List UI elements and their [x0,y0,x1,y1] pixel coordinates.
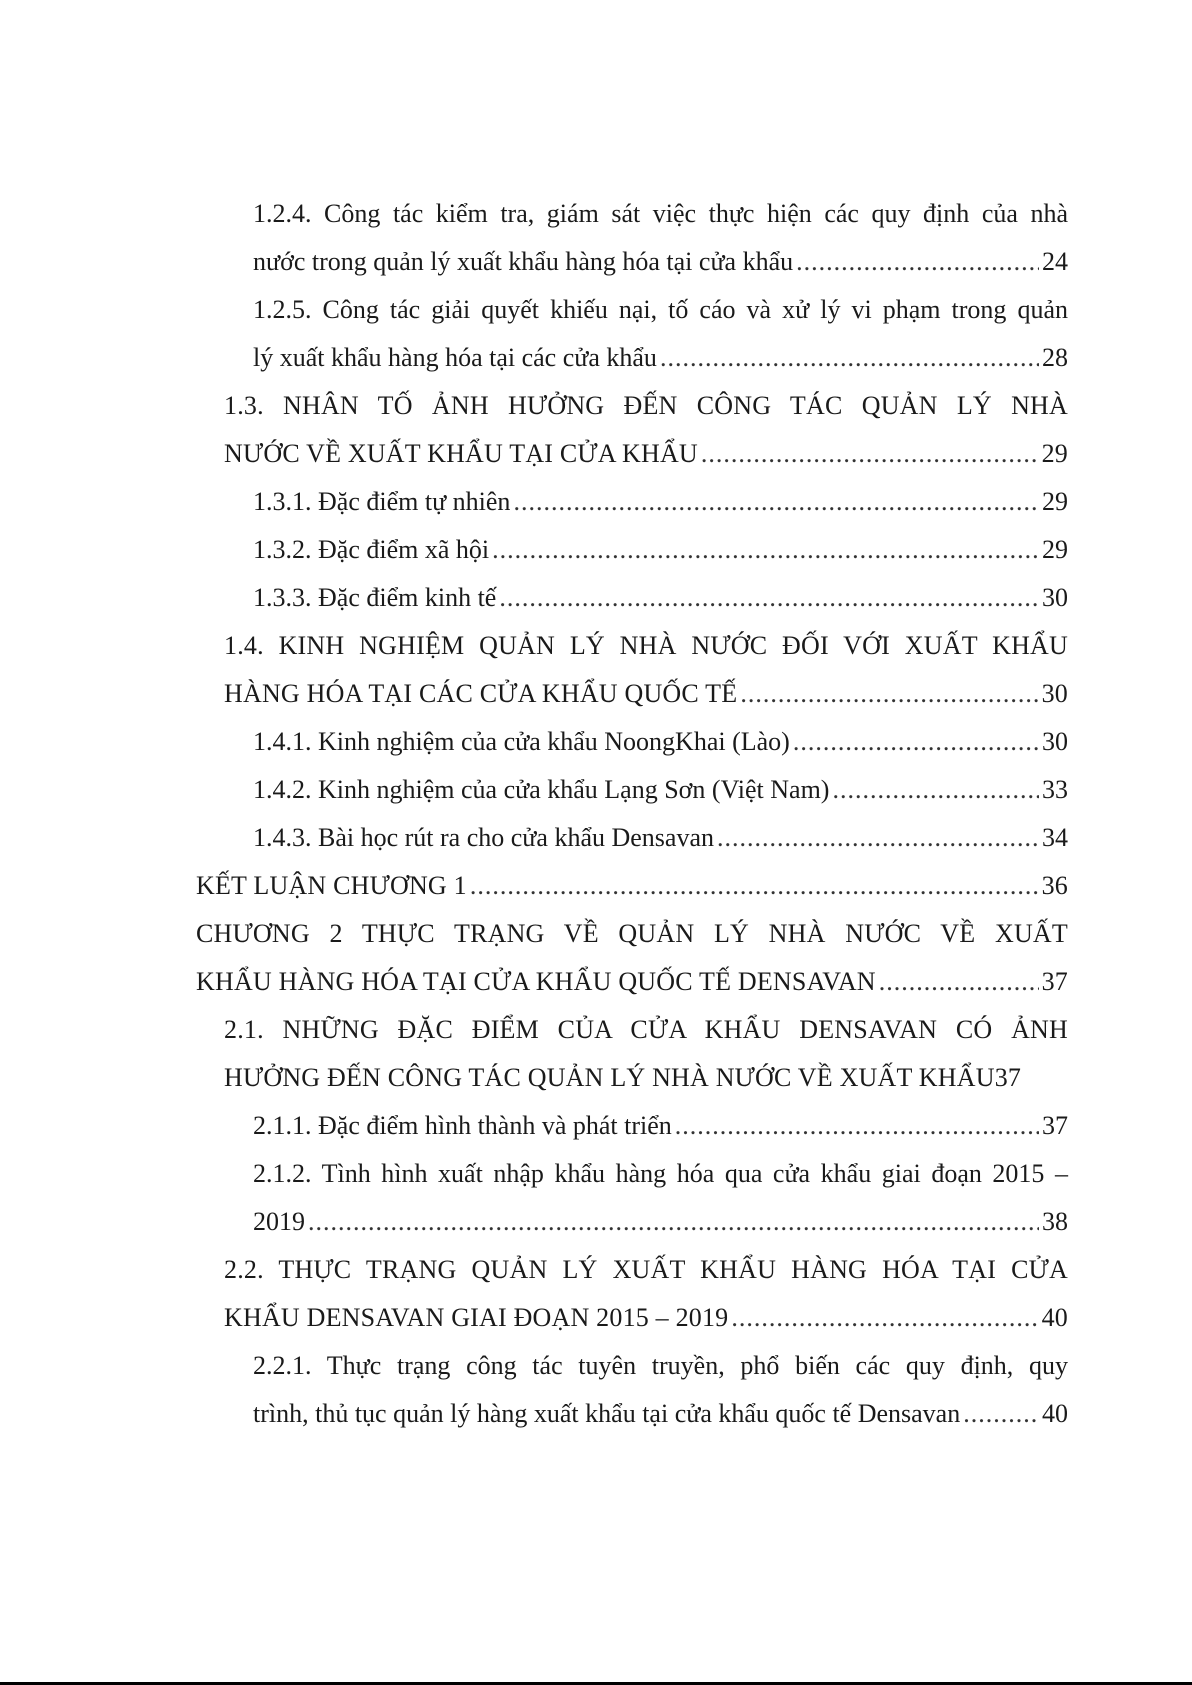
toc-entry-title-line-1: 2.1. NHỮNG ĐẶC ĐIỂM CỦA CỬA KHẨU DENSAVAN CÓ ẢNH [224,1015,1068,1044]
toc-page-number: 37 [1041,967,1068,996]
toc-entry-title-line-2: 2019 [253,1207,305,1236]
dot-leader [513,478,1039,526]
toc-entry-2-1-2 [196,1150,1068,1246]
toc-page-number: 34 [1042,823,1068,852]
toc-entry-1-3-3 [196,574,1068,622]
toc-page-number: 40 [1042,1399,1068,1428]
toc-page-number: 30 [1042,727,1068,756]
toc-entry-1-3-2 [196,526,1068,574]
toc-page-number: 30 [1042,583,1068,612]
toc-entry-title-line-1: 1.4. KINH NGHIỆM QUẢN LÝ NHÀ NƯỚC ĐỐI VỚI XUẤT KHẨU [224,631,1068,660]
toc-entry-title-line-1: 2.2. THỰC TRẠNG QUẢN LÝ XUẤT KHẨU HÀNG HÓA TẠI CỬA [224,1255,1068,1284]
dot-leader [832,766,1039,814]
toc-entry-1-3-1 [196,478,1068,526]
toc-entry-1-4-2 [196,766,1068,814]
dot-leader [308,1198,1039,1246]
dot-leader [731,1294,1038,1342]
toc-entry-1-2-5 [196,286,1068,382]
toc-entry-title-line-1: 1.2.5. Công tác giải quyết khiếu nại, tố cáo và xử lý vi phạm trong quản [253,295,1068,324]
dot-leader [470,862,1039,910]
toc-entry-1-4 [196,622,1068,718]
toc-entry-title-line-1: 1.3. NHÂN TỐ ẢNH HƯỞNG ĐẾN CÔNG TÁC QUẢN LÝ NHÀ [224,391,1068,420]
dot-leader [796,238,1039,286]
toc-entry-title-line-1: CHƯƠNG 2 THỰC TRẠNG VỀ QUẢN LÝ NHÀ NƯỚC VỀ XUẤT [196,919,1068,948]
dot-leader [499,574,1039,622]
toc-entry-1-4-1 [196,718,1068,766]
toc-page-number: 29 [1042,487,1068,516]
toc-entry-title: KẾT LUẬN CHƯƠNG 1 [196,871,467,900]
table-of-contents [196,190,1068,1438]
toc-entry-chapter-1-conclusion [196,862,1068,910]
toc-entry-2-2-1 [196,1342,1068,1438]
toc-entry-1-4-3 [196,814,1068,862]
toc-page-number: 30 [1041,679,1068,708]
toc-entry-title: 2.1.1. Đặc điểm hình thành và phát triển [253,1111,672,1140]
dot-leader [879,958,1039,1006]
dot-leader [793,718,1039,766]
toc-entry-title: 1.4.2. Kinh nghiệm của cửa khẩu Lạng Sơn (Việt Nam) [253,775,830,804]
dot-leader [660,334,1039,382]
toc-entry-title-line-1: 2.1.2. Tình hình xuất nhập khẩu hàng hóa qua cửa khẩu giai đoạn 2015 – [253,1159,1068,1188]
toc-entry-title-line-2: HÀNG HÓA TẠI CÁC CỬA KHẨU QUỐC TẾ [224,679,738,708]
toc-entry-title-line-2: NƯỚC VỀ XUẤT KHẨU TẠI CỬA KHẨU [224,439,698,468]
dot-leader [492,526,1039,574]
dot-leader [675,1102,1039,1150]
toc-page-number: 40 [1041,1303,1068,1332]
toc-page-number: 33 [1042,775,1068,804]
toc-entry-title: 1.4.1. Kinh nghiệm của cửa khẩu NoongKhai (Lào) [253,727,790,756]
toc-entry-2-2 [196,1246,1068,1342]
toc-page-number: 29 [1042,535,1068,564]
toc-entry-title-line-2: lý xuất khẩu hàng hóa tại các cửa khẩu [253,343,657,372]
toc-page-number: 29 [1041,439,1068,468]
toc-entry-title: 1.4.3. Bài học rút ra cho cửa khẩu Densavan [253,823,714,852]
toc-entry-title-line-2: KHẨU HÀNG HÓA TẠI CỬA KHẨU QUỐC TẾ DENSAVAN [196,967,876,996]
toc-page-number: 24 [1042,247,1068,276]
toc-entry-1-2-4 [196,190,1068,286]
toc-page-number: 28 [1042,343,1068,372]
toc-entry-1-3 [196,382,1068,478]
toc-page-number: 36 [1041,871,1068,900]
dot-leader [740,670,1038,718]
toc-entry-title-line-2: HƯỞNG ĐẾN CÔNG TÁC QUẢN LÝ NHÀ NƯỚC VỀ XUẤT KHẨU37 [224,1063,1022,1092]
dot-leader [963,1390,1039,1438]
toc-entry-title: 1.3.3. Đặc điểm kinh tế [253,583,497,612]
toc-page-number: 37 [1042,1111,1068,1140]
toc-entry-2-1-1 [196,1102,1068,1150]
dot-leader [717,814,1039,862]
toc-entry-title-line-1: 2.2.1. Thực trạng công tác tuyên truyền, phổ biến các quy định, quy [253,1351,1068,1380]
toc-entry-2-1 [196,1006,1068,1102]
toc-entry-title-line-2: trình, thủ tục quản lý hàng xuất khẩu tại cửa khẩu quốc tế Densavan [253,1399,961,1428]
toc-entry-title-line-2: nước trong quản lý xuất khẩu hàng hóa tại cửa khẩu [253,247,794,276]
toc-entry-title-line-1: 1.2.4. Công tác kiểm tra, giám sát việc thực hiện các quy định của nhà [253,199,1068,228]
toc-entry-title: 1.3.1. Đặc điểm tự nhiên [253,487,511,516]
toc-entry-title: 1.3.2. Đặc điểm xã hội [253,535,490,564]
toc-page-number: 38 [1042,1207,1068,1236]
dot-leader [701,430,1039,478]
toc-entry-chapter-2 [196,910,1068,1006]
toc-entry-title-line-2: KHẨU DENSAVAN GIAI ĐOẠN 2015 – 2019 [224,1303,729,1332]
